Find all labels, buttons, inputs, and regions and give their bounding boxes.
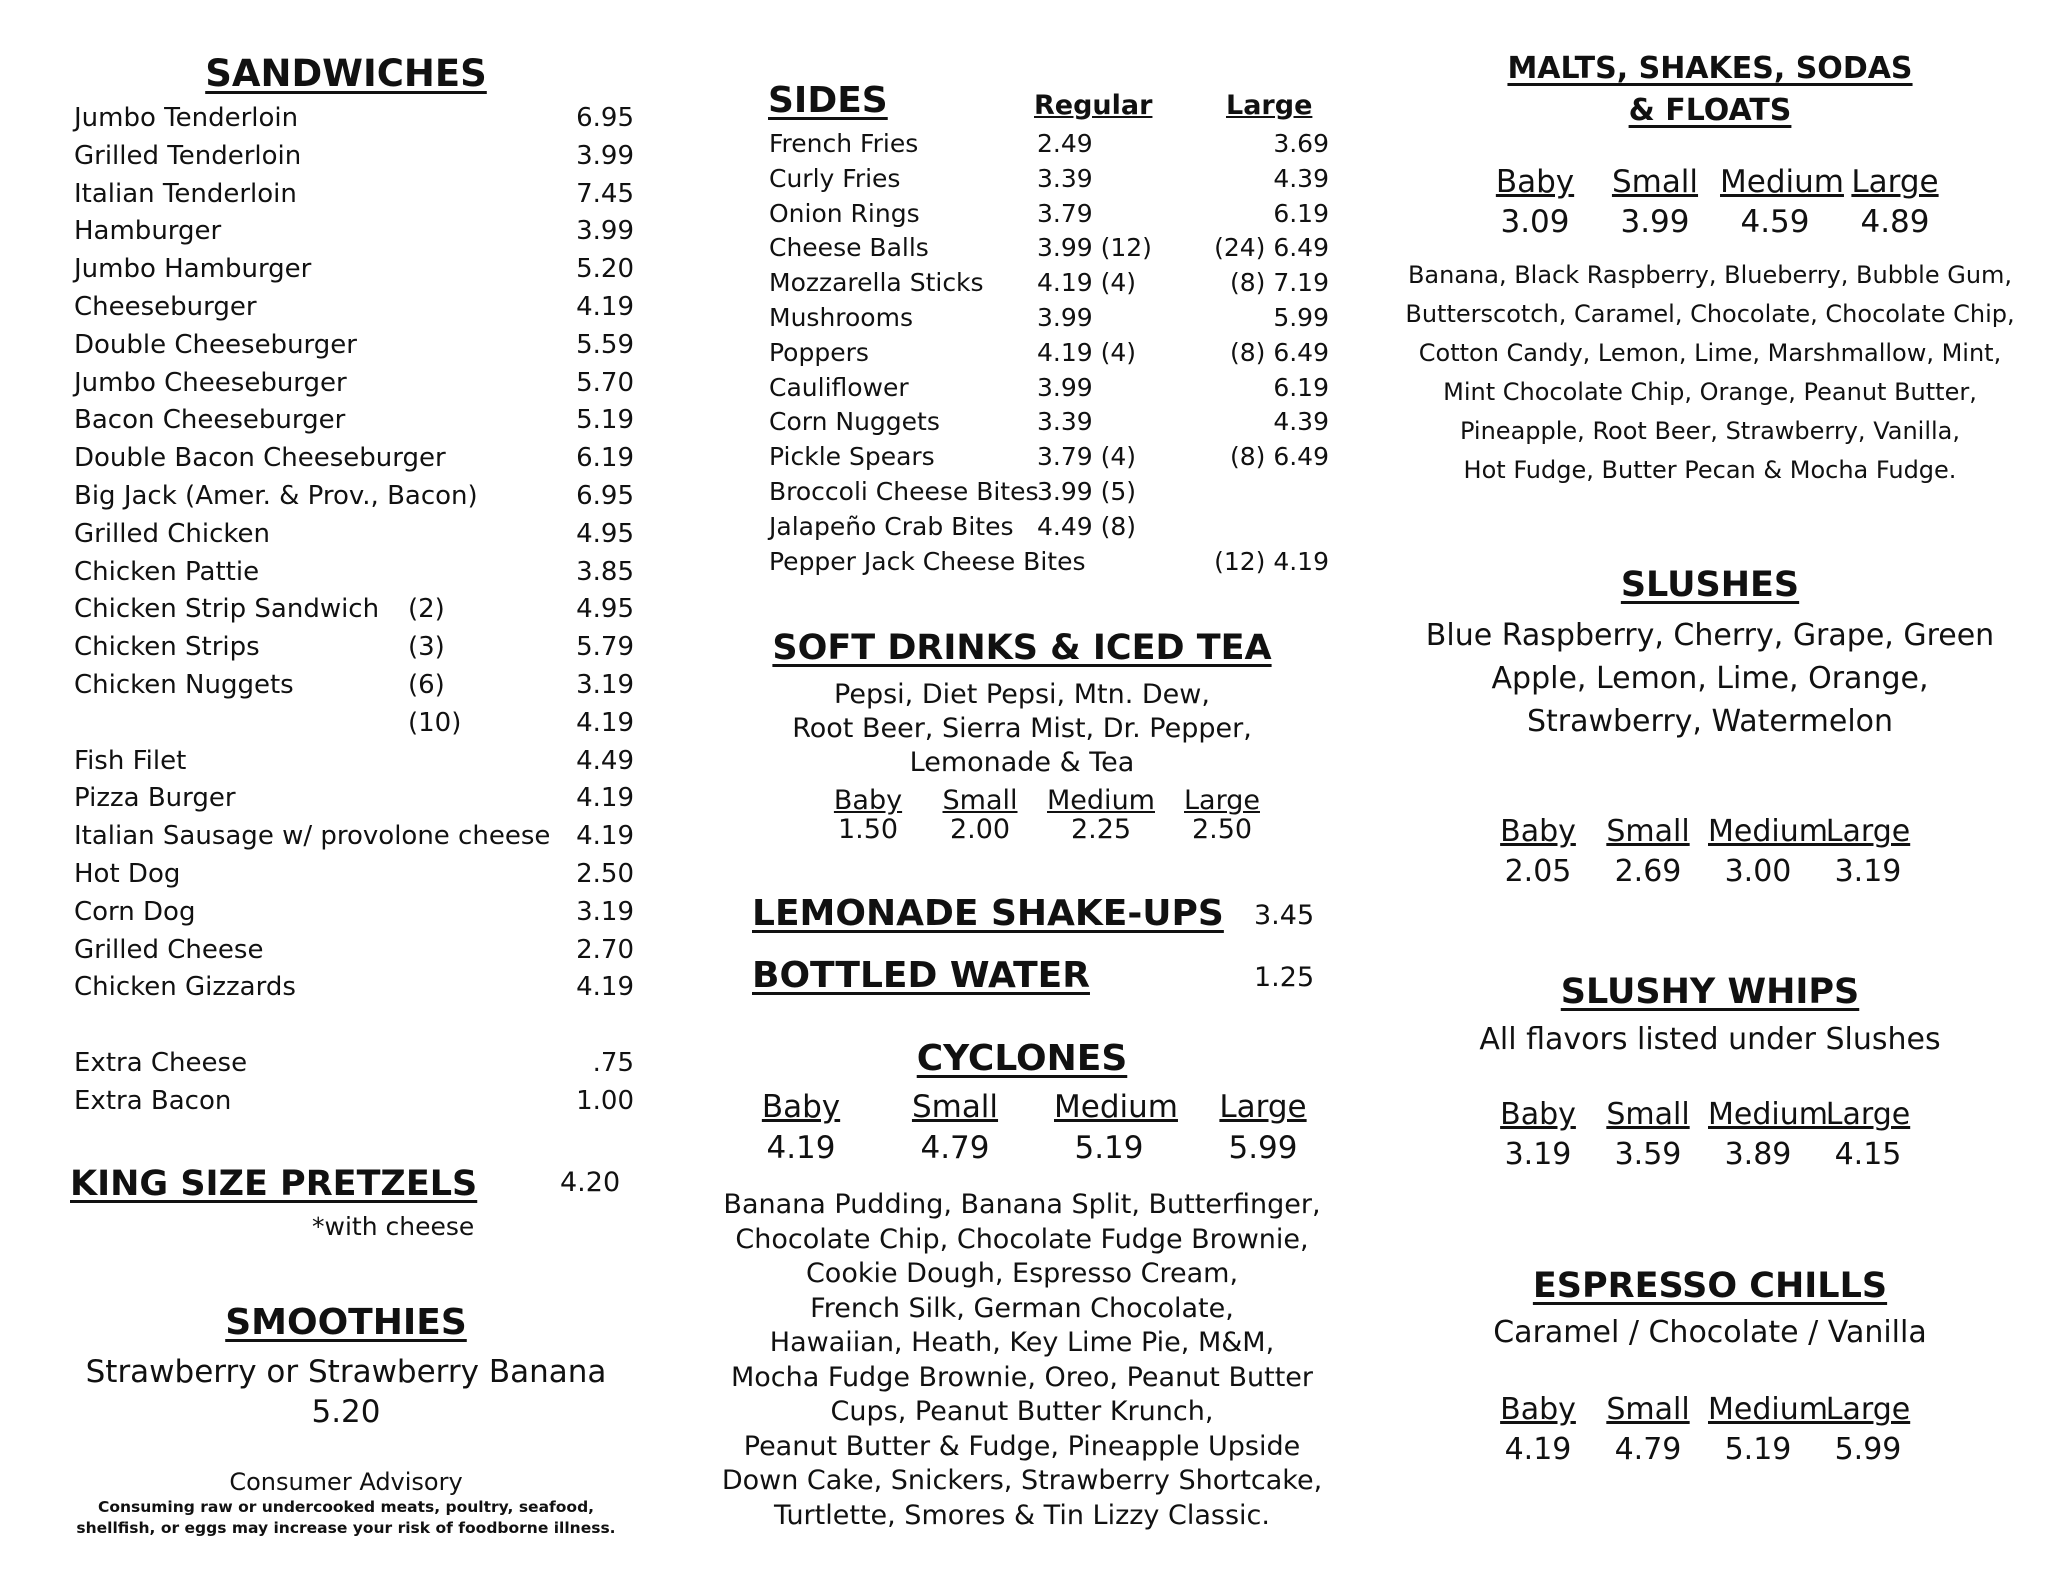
size-cell: [934, 786, 1026, 844]
sandwich-row: [74, 554, 634, 592]
size-label: Small: [1606, 1392, 1690, 1427]
size-price: 2.50: [1191, 814, 1253, 845]
text-line: Apple, Lemon, Lime, Orange,: [1491, 661, 1929, 696]
side-regular-price: 4.19 (4): [1037, 268, 1137, 298]
size-price: 4.79: [920, 1130, 990, 1166]
side-regular-price: 3.39: [1037, 163, 1093, 193]
sandwich-name: Grilled Cheese: [74, 934, 264, 965]
text-line: French Silk, German Chocolate,: [810, 1292, 1234, 1324]
pretzels-price: 4.20: [560, 1167, 621, 1198]
text-line: Banana Pudding, Banana Split, Butterfinger,: [723, 1189, 1321, 1220]
size-cell: [1488, 1095, 1588, 1175]
size-price: 4.19: [1504, 1432, 1572, 1467]
sandwich-count: (6): [408, 669, 445, 700]
side-regular-price: 3.99 (5): [1037, 476, 1137, 506]
size-label: Small: [1606, 814, 1690, 849]
size-price: 2.69: [1614, 854, 1682, 889]
sandwich-price: 4.19: [576, 821, 634, 852]
text-line: Mint Chocolate Chip, Orange, Peanut Butter,: [1443, 378, 1977, 406]
sandwich-count: (10): [408, 707, 462, 738]
sandwich-row: [74, 516, 634, 554]
size-price: 5.99: [1228, 1130, 1298, 1166]
sandwich-row: [74, 138, 634, 176]
sandwich-row: [74, 818, 634, 856]
size-price: 3.09: [1500, 204, 1570, 240]
malts-heading-line: MALTS, SHAKES, SODAS: [1507, 51, 1913, 86]
size-cell: [1708, 1095, 1828, 1175]
sandwich-name: Chicken Strips: [74, 632, 260, 663]
sandwich-count: (3): [408, 632, 445, 663]
side-name: Corn Nuggets: [769, 407, 940, 437]
smoothies-price: 5.20: [311, 1394, 381, 1430]
size-label: Medium: [1708, 1097, 1828, 1132]
side-large-price: 6.19: [1273, 372, 1329, 402]
side-name: Jalapeño Crab Bites: [769, 511, 1014, 541]
sides-large-header: Large: [1226, 90, 1313, 121]
smoothies-heading: SMOOTHIES: [225, 1302, 467, 1343]
size-label: Medium: [1054, 1089, 1178, 1125]
size-label: Baby: [1500, 1392, 1576, 1427]
size-label: Baby: [1495, 164, 1575, 200]
size-price: 1.50: [837, 814, 899, 845]
side-row: [769, 266, 1329, 301]
size-label: Baby: [761, 1089, 841, 1125]
lemonade-price: 3.45: [1254, 900, 1315, 931]
sandwiches-list: [74, 100, 634, 1121]
sandwich-row: [74, 327, 634, 365]
sandwich-row: [74, 667, 634, 705]
size-price: 3.00: [1724, 854, 1792, 889]
sandwich-name: Grilled Chicken: [74, 518, 271, 549]
text-line: Pineapple, Root Beer, Strawberry, Vanilla,: [1459, 417, 1960, 445]
size-label: Medium: [1708, 814, 1828, 849]
sandwich-name: Hamburger: [74, 216, 222, 247]
sandwich-price: 4.95: [576, 518, 634, 549]
espresso-chills-heading: ESPRESSO CHILLS: [1532, 1266, 1888, 1306]
side-regular-price: 4.49 (8): [1037, 511, 1137, 541]
sandwich-price: 3.99: [576, 140, 634, 171]
slushy-whips-size-grid: [1488, 1095, 1928, 1175]
sandwich-name: Jumbo Hamburger: [74, 254, 312, 285]
slushy-whips-heading: SLUSHY WHIPS: [1560, 972, 1860, 1012]
sandwich-row: [74, 365, 634, 403]
sandwich-name: Extra Bacon: [74, 1085, 232, 1116]
sandwich-price: 4.49: [576, 745, 634, 776]
espresso-chills-text: Caramel / Chocolate / Vanilla: [1493, 1315, 1927, 1350]
sandwich-row: [74, 780, 634, 818]
side-regular-price: 2.49: [1037, 129, 1093, 158]
size-label: Small: [911, 1089, 999, 1125]
sandwich-row: [74, 440, 634, 478]
side-regular-price: 4.19 (4): [1037, 337, 1137, 367]
sides-list: [769, 127, 1329, 579]
side-row: [769, 162, 1329, 197]
sandwich-row: [74, 402, 634, 440]
smoothies-text: [66, 1352, 626, 1432]
side-row: [769, 440, 1329, 475]
side-row: [769, 510, 1329, 545]
side-name: French Fries: [769, 129, 919, 158]
slushy-whips-text: All flavors listed under Slushes: [1479, 1022, 1941, 1057]
sandwich-price: 1.00: [576, 1085, 634, 1116]
size-label: Medium: [1047, 785, 1155, 816]
sandwich-row: [74, 856, 634, 894]
side-regular-price: 3.99 (12): [1037, 233, 1152, 263]
slushes-size-grid: [1488, 812, 1928, 892]
size-cell: [1720, 162, 1844, 242]
size-price: 2.00: [949, 814, 1011, 845]
side-large-price: 6.19: [1273, 198, 1329, 228]
size-label: Large: [1825, 1392, 1911, 1427]
size-cell: [900, 1087, 1010, 1169]
size-price: 2.25: [1070, 814, 1132, 845]
size-price: 2.05: [1504, 854, 1572, 889]
advisory-line: Consuming raw or undercooked meats, poultry, seafood,: [97, 1498, 595, 1516]
size-cell: [1818, 1390, 1918, 1470]
sandwich-name: Big Jack (Amer. & Prov., Bacon): [74, 480, 478, 511]
sandwich-row: [74, 289, 634, 327]
soft-drinks-line: Lemonade & Tea: [909, 747, 1135, 778]
sandwich-price: 3.19: [576, 669, 634, 700]
side-name: Curly Fries: [769, 163, 901, 193]
text-line: Cotton Candy, Lemon, Lime, Marshmallow, Mint,: [1418, 339, 2002, 367]
sandwich-price: 6.95: [576, 480, 634, 511]
size-label: Large: [1825, 1097, 1911, 1132]
sandwich-row: [74, 969, 634, 1007]
sandwich-name: Bacon Cheeseburger: [74, 405, 346, 436]
text-line: Mocha Fudge Brownie, Oreo, Peanut Butter: [730, 1361, 1313, 1393]
side-large-price: (8) 6.49: [1229, 337, 1329, 367]
sandwich-name: Double Cheeseburger: [74, 329, 357, 360]
malts-heading: [1400, 48, 2020, 132]
sandwich-price: 7.45: [576, 178, 634, 209]
size-price: 3.19: [1504, 1137, 1572, 1172]
soft-drinks-text: [712, 678, 1332, 780]
sandwich-name: Chicken Nuggets: [74, 669, 294, 700]
sandwich-count: (2): [408, 594, 445, 625]
size-price: 3.19: [1834, 854, 1902, 889]
text-line: Blue Raspberry, Cherry, Grape, Green: [1425, 618, 1995, 653]
sandwich-price: 3.99: [576, 216, 634, 247]
side-name: Cauliflower: [769, 372, 909, 402]
side-large-price: (12) 4.19: [1214, 546, 1329, 576]
sandwich-row: [74, 932, 634, 970]
size-cell: [1598, 1390, 1698, 1470]
slushes-heading: SLUSHES: [1620, 565, 1800, 605]
size-label: Medium: [1708, 1392, 1828, 1427]
sandwich-price: .75: [592, 1047, 634, 1078]
size-price: 4.89: [1860, 204, 1930, 240]
sandwich-price: 4.19: [576, 707, 634, 738]
sandwich-name: Jumbo Cheeseburger: [74, 367, 347, 398]
side-name: Mushrooms: [769, 302, 913, 332]
size-cell: [1598, 812, 1698, 892]
side-row: [769, 127, 1329, 162]
sides-regular-header: Regular: [1034, 90, 1153, 121]
size-cell: [1488, 1390, 1588, 1470]
side-name: Poppers: [769, 337, 869, 367]
sandwich-name: Double Bacon Cheeseburger: [74, 443, 446, 474]
sandwich-price: 4.19: [576, 972, 634, 1003]
size-label: Baby: [1500, 814, 1576, 849]
sandwich-row: [74, 1007, 634, 1045]
size-label: Small: [1606, 1097, 1690, 1132]
text-line: Hot Fudge, Butter Pecan & Mocha Fudge.: [1463, 456, 1957, 484]
sandwiches-heading: SANDWICHES: [205, 52, 487, 95]
cyclones-size-grid: [746, 1087, 1318, 1169]
side-row: [769, 371, 1329, 406]
side-large-price: 4.39: [1273, 163, 1329, 193]
sandwich-name: Grilled Tenderloin: [74, 140, 302, 171]
sandwich-price: 3.85: [576, 556, 634, 587]
size-price: 4.79: [1614, 1432, 1682, 1467]
sandwich-name: Extra Cheese: [74, 1047, 248, 1078]
sandwich-row: [74, 100, 634, 138]
text-line: Cups, Peanut Butter Krunch,: [830, 1396, 1214, 1427]
soft-drinks-heading: SOFT DRINKS & ICED TEA: [772, 628, 1272, 668]
text-line: Turtlette, Smores & Tin Lizzy Classic.: [774, 1499, 1270, 1531]
size-price: 4.59: [1740, 204, 1810, 240]
side-row: [769, 545, 1329, 580]
text-line: Strawberry, Watermelon: [1526, 704, 1894, 739]
water-price: 1.25: [1254, 962, 1315, 993]
size-cell: [1176, 786, 1268, 844]
size-cell: [1818, 1095, 1918, 1175]
sandwich-row: [74, 743, 634, 781]
side-name: Pickle Spears: [769, 442, 935, 472]
text-line: Down Cake, Snickers, Strawberry Shortcake,: [721, 1465, 1323, 1496]
size-cell: [1598, 1095, 1698, 1175]
size-price: 5.19: [1074, 1130, 1144, 1166]
side-regular-price: 3.39: [1037, 407, 1093, 437]
side-large-price: (8) 7.19: [1229, 268, 1329, 298]
size-label: Small: [942, 785, 1018, 816]
sandwich-price: 5.19: [576, 405, 634, 436]
size-cell: [822, 786, 914, 844]
sandwich-name: Corn Dog: [74, 896, 196, 927]
advisory-line: shellfish, or eggs may increase your risk of foodborne illness.: [76, 1519, 616, 1537]
size-label: Large: [1219, 1089, 1307, 1125]
sandwich-name: Chicken Strip Sandwich: [74, 594, 380, 625]
size-price: 3.89: [1724, 1137, 1792, 1172]
size-label: Medium: [1720, 164, 1844, 200]
sandwich-price: 3.19: [576, 896, 634, 927]
pretzels-note: *with cheese: [312, 1212, 475, 1241]
size-price: 4.19: [766, 1130, 836, 1166]
sandwich-price: 4.19: [576, 783, 634, 814]
malts-size-grid: [1480, 162, 1960, 242]
sandwich-row: [74, 251, 634, 289]
size-cell: [746, 1087, 856, 1169]
sandwich-name: Hot Dog: [74, 858, 181, 889]
sandwich-row: [74, 591, 634, 629]
lemonade-heading: LEMONADE SHAKE-UPS: [752, 893, 1224, 934]
side-row: [769, 475, 1329, 510]
size-label: Large: [1851, 164, 1939, 200]
sandwich-row: [74, 176, 634, 214]
cyclones-heading: CYCLONES: [916, 1038, 1128, 1079]
sandwich-row: [74, 478, 634, 516]
side-regular-price: 3.99: [1037, 372, 1093, 402]
text-line: Butterscotch, Caramel, Chocolate, Chocolate Chip,: [1405, 300, 2015, 328]
side-large-price: (8) 6.49: [1229, 442, 1329, 472]
malts-flavors: [1400, 256, 2020, 490]
size-cell: [1488, 812, 1588, 892]
sandwich-name: Chicken Gizzards: [74, 972, 296, 1003]
sandwich-name: Italian Sausage w/ provolone cheese: [74, 821, 551, 852]
sandwich-price: 5.70: [576, 367, 634, 398]
sandwich-name: Cheeseburger: [74, 291, 257, 322]
size-cell: [1840, 162, 1950, 242]
text-line: Hawaiian, Heath, Key Lime Pie, M&M,: [769, 1327, 1275, 1358]
sides-heading: SIDES: [768, 80, 888, 121]
size-price: 5.19: [1724, 1432, 1792, 1467]
water-heading: BOTTLED WATER: [752, 955, 1090, 996]
smoothies-flavors: Strawberry or Strawberry Banana: [85, 1354, 607, 1390]
size-cell: [1600, 162, 1710, 242]
size-price: 4.15: [1834, 1137, 1902, 1172]
sandwich-name: Jumbo Tenderloin: [74, 103, 299, 133]
size-cell: [1208, 1087, 1318, 1169]
cyclones-flavors: [712, 1188, 1332, 1533]
side-row: [769, 301, 1329, 336]
sandwich-row: [74, 1045, 634, 1083]
soft-drinks-size-grid: [822, 786, 1288, 844]
size-label: Baby: [833, 785, 903, 816]
soft-drinks-line: Root Beer, Sierra Mist, Dr. Pepper,: [792, 713, 1252, 744]
pretzels-heading: KING SIZE PRETZELS: [70, 1164, 478, 1204]
sandwich-price: 4.19: [576, 291, 634, 322]
side-row: [769, 231, 1329, 266]
size-cell: [1054, 1087, 1178, 1169]
size-cell: [1046, 786, 1156, 844]
side-name: Cheese Balls: [769, 233, 929, 263]
sandwich-price: 2.70: [576, 934, 634, 965]
advisory-heading: Consumer Advisory: [229, 1468, 463, 1496]
text-line: Peanut Butter & Fudge, Pineapple Upside: [743, 1430, 1301, 1462]
espresso-chills-size-grid: [1488, 1390, 1928, 1470]
soft-drinks-line: Pepsi, Diet Pepsi, Mtn. Dew,: [834, 679, 1210, 710]
side-regular-price: 3.79: [1037, 198, 1093, 228]
sandwich-price: 5.79: [576, 632, 634, 663]
text-line: Chocolate Chip, Chocolate Fudge Brownie,: [735, 1223, 1309, 1255]
side-name: Broccoli Cheese Bites: [769, 476, 1039, 506]
side-row: [769, 336, 1329, 371]
text-line: Cookie Dough, Espresso Cream,: [805, 1258, 1239, 1289]
sandwich-row: [74, 894, 634, 932]
size-cell: [1818, 812, 1918, 892]
size-label: Small: [1611, 164, 1699, 200]
sandwich-price: 5.59: [576, 329, 634, 360]
side-large-price: 3.69: [1273, 129, 1329, 158]
size-label: Large: [1825, 814, 1911, 849]
side-name: Pepper Jack Cheese Bites: [769, 546, 1086, 576]
size-cell: [1708, 1390, 1828, 1470]
side-name: Onion Rings: [769, 198, 920, 228]
size-price: 5.99: [1834, 1432, 1902, 1467]
size-cell: [1480, 162, 1590, 242]
side-large-price: 4.39: [1273, 407, 1329, 437]
sandwich-name: Italian Tenderloin: [74, 178, 297, 209]
size-price: 3.99: [1620, 204, 1690, 240]
size-label: Large: [1184, 785, 1260, 816]
sandwich-name: Chicken Pattie: [74, 556, 260, 587]
side-name: Mozzarella Sticks: [769, 268, 984, 298]
text-line: Banana, Black Raspberry, Blueberry, Bubble Gum,: [1407, 261, 2013, 289]
sandwich-price: 5.20: [576, 254, 634, 285]
sandwich-price: 6.19: [576, 443, 634, 474]
advisory-text: [66, 1497, 626, 1539]
malts-heading-line: & FLOATS: [1628, 93, 1792, 128]
side-row: [769, 405, 1329, 440]
sandwich-name: Fish Filet: [74, 745, 187, 776]
sandwich-price: 4.95: [576, 594, 634, 625]
sandwich-row: [74, 705, 634, 743]
sandwich-row: [74, 1083, 634, 1121]
side-regular-price: 3.99: [1037, 302, 1093, 332]
side-large-price: (24) 6.49: [1214, 233, 1329, 263]
sandwich-row: [74, 213, 634, 251]
side-large-price: 5.99: [1273, 302, 1329, 332]
sandwich-price: 2.50: [576, 858, 634, 889]
sandwich-price: 6.95: [576, 103, 634, 133]
sandwich-row: [74, 629, 634, 667]
size-label: Baby: [1500, 1097, 1576, 1132]
side-regular-price: 3.79 (4): [1037, 442, 1137, 472]
sandwich-name: Pizza Burger: [74, 783, 236, 814]
slushes-flavors: [1400, 614, 2020, 743]
side-row: [769, 197, 1329, 232]
size-price: 3.59: [1614, 1137, 1682, 1172]
size-cell: [1708, 812, 1828, 892]
